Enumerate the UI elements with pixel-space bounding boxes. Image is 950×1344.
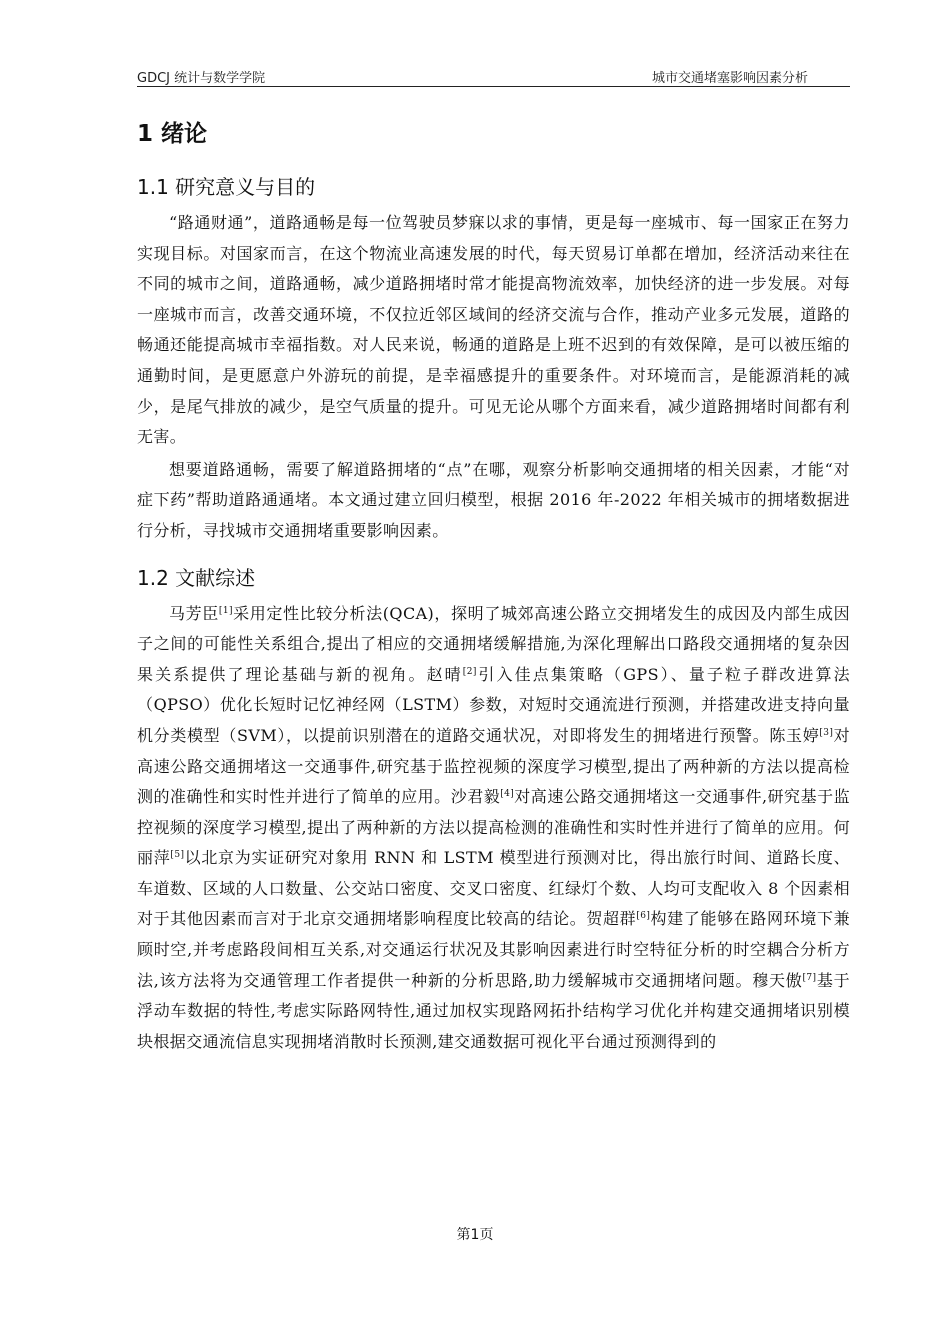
paragraph-purpose: 想要道路通畅，需要了解道路拥堵的“点”在哪，观察分析影响交通拥堵的相关因素，才能“对症下药”帮助道路通通堵。本文通过建立回归模型，根据 2016 年-2022 年相关城市的拥堵数据进行分析，寻找城市交通拥堵重要影响因素。 — [137, 459, 850, 540]
text-segment: 以北京为实证研究对象用 RNN 和 LSTM 模型进行预测对比，得出旅行时间、道路长度、车道数、区域的人口数量、公交站口密度、交叉口密度、红绿灯个数、人均可支配收入 8 个因素相对于其他因素而言对于北京交通拥堵影响程度比较高的结论。贺超群 — [137, 848, 850, 929]
header-paper-title: 城市交通堵塞影响因素分析 — [651, 71, 808, 86]
header-institution: GDCJ 统计与数学学院 — [137, 71, 266, 86]
text-segment: 采用定性比较分析法(QCA)，探明了城郊高速公路立交拥堵发生的成因及内部生成因子之间的可能性关系组合,提出了相应的交通拥堵缓解措施,为深化理解出口路段交通拥堵的复杂因果关系提供了理论基础与新的视角。赵晴 — [137, 603, 851, 684]
text-segment: 构建了能够在路网环境下兼顾时空,并考虑路段间相互关系,对交通运行状况及其影响因素进行时空特征分析的时空耦合分析方法,该方法将为交通管理工作者提供一种新的分析思路,助力缓解城市交通拥堵问题。穆天傲 — [137, 909, 850, 990]
citation-ref: [3] — [819, 727, 834, 738]
citation-ref: [5] — [170, 850, 185, 861]
citation-ref: [4] — [500, 789, 515, 800]
text-segment: 引入佳点集策略（GPS）、量子粒子群改进算法（QPSO）优化长短时记忆神经网（LSTM）参数，对短时交通流进行预测，并搭建改进支持向量机分类模型（SVM），以提前识别潜在的道路交通状况，对即将发生的拥堵进行预警。陈玉婷 — [137, 664, 851, 745]
text-segment: 马芳臣 — [169, 603, 219, 623]
text-segment: 基于浮动车数据的特性,考虑实际路网特性,通过加权实现路网拓扑结构学习优化并构建交通拥堵识别模块根据交通流信息实现拥堵消散时长预测,建交通数据可视化平台通过预测得到的 — [137, 970, 850, 1051]
citation-ref: [7] — [802, 972, 817, 983]
paragraph-literature-review — [137, 599, 850, 1058]
page-header — [137, 64, 850, 87]
page-number: 第1页 — [456, 1227, 494, 1243]
citation-ref: [2] — [462, 666, 477, 677]
text-segment: 对高速公路交通拥堵这一交通事件,研究基于监控视频的深度学习模型,提出了两种新的方法以提高检测的准确性和实时性并进行了简单的应用。沙君毅 — [137, 725, 850, 807]
paragraph-significance: “路通财通”，道路通畅是每一位驾驶员梦寐以求的事情，更是每一座城市、每一国家正在努力实现目标。对国家而言，在这个物流业高速发展的时代，每天贸易订单都在增加，经济活动来往在不同的城市之间，道路通畅，减少道路拥堵时常才能提高物流效率，加快经济的进一步发展。对每一座城市而言，改善交通环境，不仅拉近邻区域间的经济交流与合作，推动产业多元发展，道路的畅通还能提高城市幸福指数。对人民来说，畅通的道路是上班不迟到的有效保障，是可以被压缩的通勤时间，是更愿意户外游玩的前提，是幸福感提升的重要条件。对环境而言，是能源消耗的减少，是尾气排放的减少，是空气质量的提升。可见无论从哪个方面来看，减少道路拥堵时间都有利无害。 — [137, 213, 850, 447]
text-segment: 对高速公路交通拥堵这一交通事件,研究基于监控视频的深度学习模型,提出了两种新的方法以提高检测的准确性和实时性并进行了简单的应用。何丽萍 — [137, 787, 850, 868]
chapter-title: 1 绪论 — [137, 121, 208, 147]
section-title-1-1: 1.1 研究意义与目的 — [137, 175, 316, 199]
citation-ref: [6] — [636, 911, 651, 922]
page-content — [137, 112, 850, 1057]
citation-ref: [1] — [218, 605, 233, 616]
section-title-1-2: 1.2 文献综述 — [137, 565, 256, 590]
